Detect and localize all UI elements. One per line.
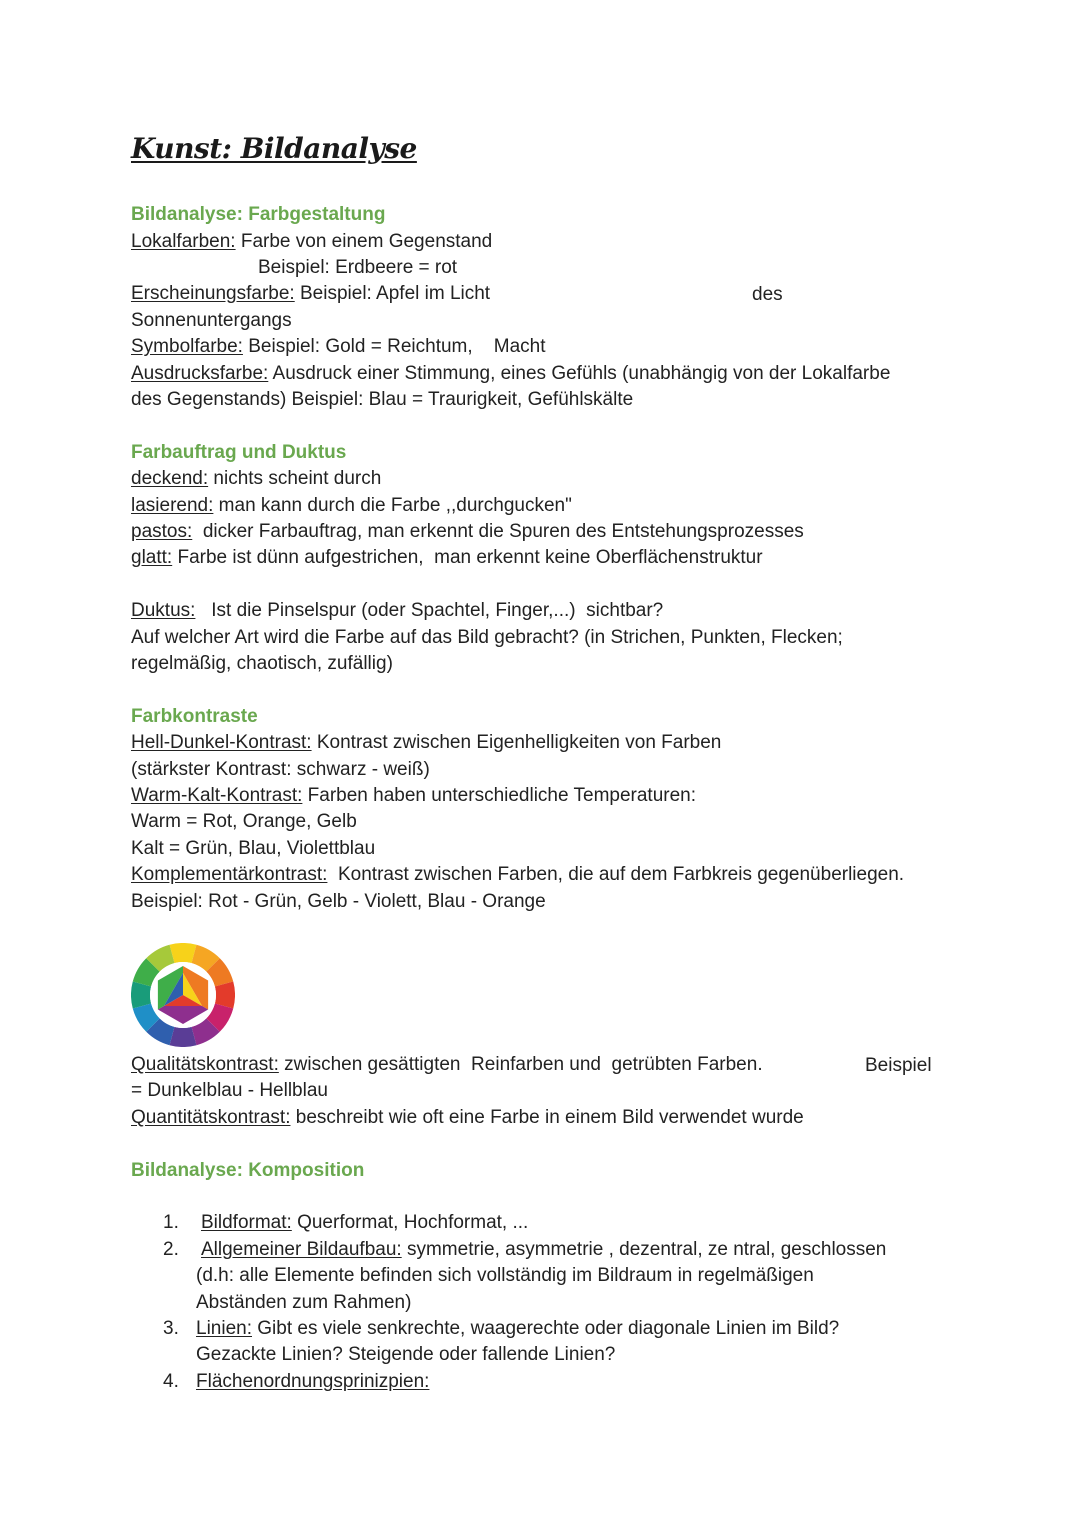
text-helldunkel: Kontrast zwischen Eigenhelligkeiten von Farben bbox=[311, 732, 722, 753]
text-qualitaet: zwischen gesättigten Reinfarben und getrübten Farben. bbox=[278, 1054, 763, 1075]
text-qualitaet-beispiel: Beispiel bbox=[865, 1055, 932, 1076]
text-erscheinungsfarbe: Beispiel: Apfel im Licht bbox=[294, 283, 491, 304]
line-kalt: Kalt = Grün, Blau, Violettblau bbox=[131, 838, 376, 859]
line-helldunkel-cont: (stärkster Kontrast: schwarz - weiß) bbox=[131, 759, 430, 780]
term-duktus: Duktus: bbox=[131, 600, 196, 621]
line-symbolfarbe bbox=[131, 334, 546, 360]
text-pastos: dicker Farbauftrag, man erkennt die Spuren des Entstehungsprozesses bbox=[192, 521, 804, 542]
line-erscheinungsfarbe-cont: Sonnenuntergangs bbox=[131, 310, 292, 331]
page-title: Kunst: Bildanalyse bbox=[131, 132, 417, 165]
line-lokalfarben bbox=[131, 229, 492, 255]
line-quantitaet bbox=[131, 1105, 804, 1131]
line-deckend bbox=[131, 466, 381, 492]
term-komplementaer: Komplementärkontrast: bbox=[131, 864, 328, 885]
line-warm: Warm = Rot, Orange, Gelb bbox=[131, 811, 357, 832]
term-lasierend: lasierend: bbox=[131, 495, 214, 516]
term-deckend: deckend: bbox=[131, 468, 209, 489]
line-duktus-2: Auf welcher Art wird die Farbe auf das Bild gebracht? (in Strichen, Punkten, Flecken; bbox=[131, 627, 843, 648]
heading-farbgestaltung: Bildanalyse: Farbgestaltung bbox=[131, 204, 386, 225]
line-duktus bbox=[131, 598, 663, 624]
line-warmkalt bbox=[131, 783, 696, 809]
term-bildaufbau: Allgemeiner Bildaufbau: bbox=[201, 1239, 402, 1260]
list-item-bildaufbau-cont: Abständen zum Rahmen) bbox=[196, 1292, 412, 1313]
line-qualitaet bbox=[131, 1052, 763, 1078]
line-ausdrucksfarbe-cont: des Gegenstands) Beispiel: Blau = Traurigkeit, Gefühlskälte bbox=[131, 389, 634, 410]
list-item-bildaufbau-cont: (d.h: alle Elemente befinden sich vollständig im Bildraum in regelmäßigen bbox=[196, 1265, 814, 1286]
line-erscheinungsfarbe bbox=[131, 281, 490, 307]
term-quantitaet: Quantitätskontrast: bbox=[131, 1107, 291, 1128]
list-item-flaechenordnung bbox=[196, 1369, 429, 1395]
line-lokalfarben-example: Beispiel: Erdbeere = rot bbox=[258, 257, 458, 278]
line-duktus-3: regelmäßig, chaotisch, zufällig) bbox=[131, 653, 393, 674]
line-glatt bbox=[131, 545, 763, 571]
text-deckend: nichts scheint durch bbox=[208, 468, 382, 489]
list-number: 4. bbox=[163, 1371, 179, 1392]
term-bildformat: Bildformat: bbox=[201, 1212, 292, 1233]
list-number: 2. bbox=[163, 1239, 179, 1260]
line-komplementaer-example: Beispiel: Rot - Grün, Gelb - Violett, Blau - Orange bbox=[131, 891, 546, 912]
text-komplementaer: Kontrast zwischen Farben, die auf dem Farbkreis gegenüberliegen. bbox=[327, 864, 905, 885]
list-item-linien-cont: Gezackte Linien? Steigende oder fallende Linien? bbox=[196, 1344, 616, 1365]
term-helldunkel: Hell-Dunkel-Kontrast: bbox=[131, 732, 312, 753]
line-helldunkel bbox=[131, 730, 721, 756]
term-warmkalt: Warm-Kalt-Kontrast: bbox=[131, 785, 303, 806]
heading-farbauftrag: Farbauftrag und Duktus bbox=[131, 442, 347, 463]
text-lasierend: man kann durch die Farbe ,,durchgucken" bbox=[213, 495, 572, 516]
text-ausdrucksfarbe: Ausdruck einer Stimmung, eines Gefühls (unabhängig von der Lokalfarbe bbox=[268, 363, 891, 384]
color-wheel-image bbox=[131, 943, 235, 1047]
text-bildformat: Querformat, Hochformat, ... bbox=[291, 1212, 529, 1233]
list-number: 1. bbox=[163, 1212, 179, 1233]
line-lasierend bbox=[131, 493, 572, 519]
term-lokalfarben: Lokalfarben: bbox=[131, 231, 236, 252]
term-linien: Linien: bbox=[196, 1318, 252, 1339]
text-glatt: Farbe ist dünn aufgestrichen, man erkennt keine Oberflächenstruktur bbox=[172, 547, 763, 568]
text-warmkalt: Farben haben unterschiedliche Temperaturen: bbox=[302, 785, 697, 806]
term-flaechenordnung: Flächenordnungsprinizpien: bbox=[196, 1371, 430, 1392]
line-qualitaet-cont: = Dunkelblau - Hellblau bbox=[131, 1080, 328, 1101]
term-erscheinungsfarbe: Erscheinungsfarbe: bbox=[131, 283, 295, 304]
text-lokalfarben: Farbe von einem Gegenstand bbox=[235, 231, 493, 252]
term-qualitaet: Qualitätskontrast: bbox=[131, 1054, 279, 1075]
list-item-bildformat bbox=[201, 1210, 528, 1236]
term-symbolfarbe: Symbolfarbe: bbox=[131, 336, 243, 357]
text-erscheinungsfarbe-des: des bbox=[752, 284, 783, 305]
heading-komposition: Bildanalyse: Komposition bbox=[131, 1160, 365, 1181]
list-item-bildaufbau bbox=[201, 1237, 886, 1263]
heading-farbkontraste: Farbkontraste bbox=[131, 706, 258, 727]
line-komplementaer bbox=[131, 862, 904, 888]
list-number: 3. bbox=[163, 1318, 179, 1339]
text-bildaufbau: symmetrie, asymmetrie , dezentral, ze ntral, geschlossen bbox=[401, 1239, 887, 1260]
text-symbolfarbe: Beispiel: Gold = Reichtum, Macht bbox=[242, 336, 546, 357]
text-quantitaet: beschreibt wie oft eine Farbe in einem Bild verwendet wurde bbox=[290, 1107, 804, 1128]
term-ausdrucksfarbe: Ausdrucksfarbe: bbox=[131, 363, 269, 384]
line-ausdrucksfarbe bbox=[131, 361, 890, 387]
line-pastos bbox=[131, 519, 804, 545]
term-pastos: pastos: bbox=[131, 521, 193, 542]
term-glatt: glatt: bbox=[131, 547, 173, 568]
text-duktus: Ist die Pinselspur (oder Spachtel, Finger,...) sichtbar? bbox=[195, 600, 664, 621]
list-item-linien bbox=[196, 1316, 839, 1342]
text-linien: Gibt es viele senkrechte, waagerechte oder diagonale Linien im Bild? bbox=[252, 1318, 840, 1339]
